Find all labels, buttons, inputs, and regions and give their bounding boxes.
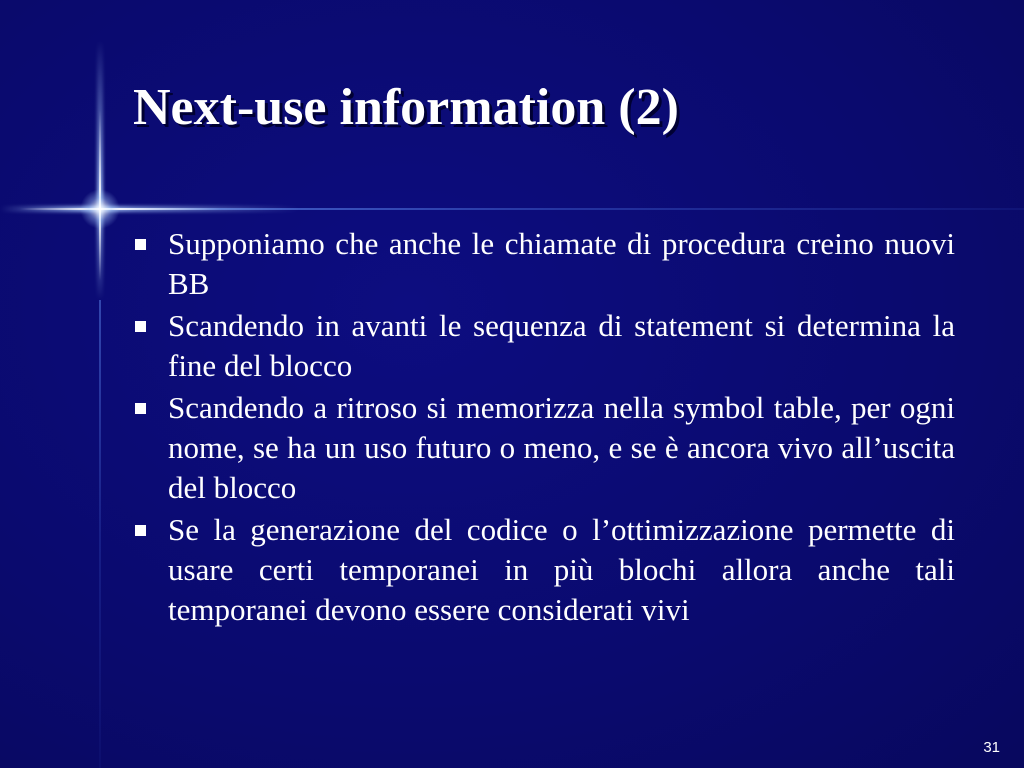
bullet-text: Scandendo in avanti le sequenza di statement si determina la fine del blocco: [168, 308, 955, 383]
decorative-vertical-line: [99, 300, 101, 768]
square-bullet-icon: [135, 239, 146, 250]
slide-title: Next-use information (2): [133, 79, 679, 136]
bullet-text: Se la generazione del codice o l’ottimizzazione permette di usare certi temporanei in più blochi allora anche tali temporanei devono essere considerati vivi: [168, 512, 955, 627]
bullet-text: Supponiamo che anche le chiamate di procedura creino nuovi BB: [168, 226, 955, 301]
square-bullet-icon: [135, 321, 146, 332]
star-sparkle-icon: [80, 189, 120, 229]
bullet-item: [133, 306, 955, 386]
bullet-item: [133, 224, 955, 304]
star-ray-horizontal: [20, 208, 220, 210]
bullet-text: Scandendo a ritroso si memorizza nella symbol table, per ogni nome, se ha un uso futuro o meno, e se è ancora vivo all’uscita del blocco: [168, 390, 955, 505]
page-number: 31: [983, 739, 1000, 756]
square-bullet-icon: [135, 403, 146, 414]
square-bullet-icon: [135, 525, 146, 536]
bullet-item: [133, 388, 955, 508]
bullet-list: [133, 224, 955, 632]
bullet-item: [133, 510, 955, 630]
